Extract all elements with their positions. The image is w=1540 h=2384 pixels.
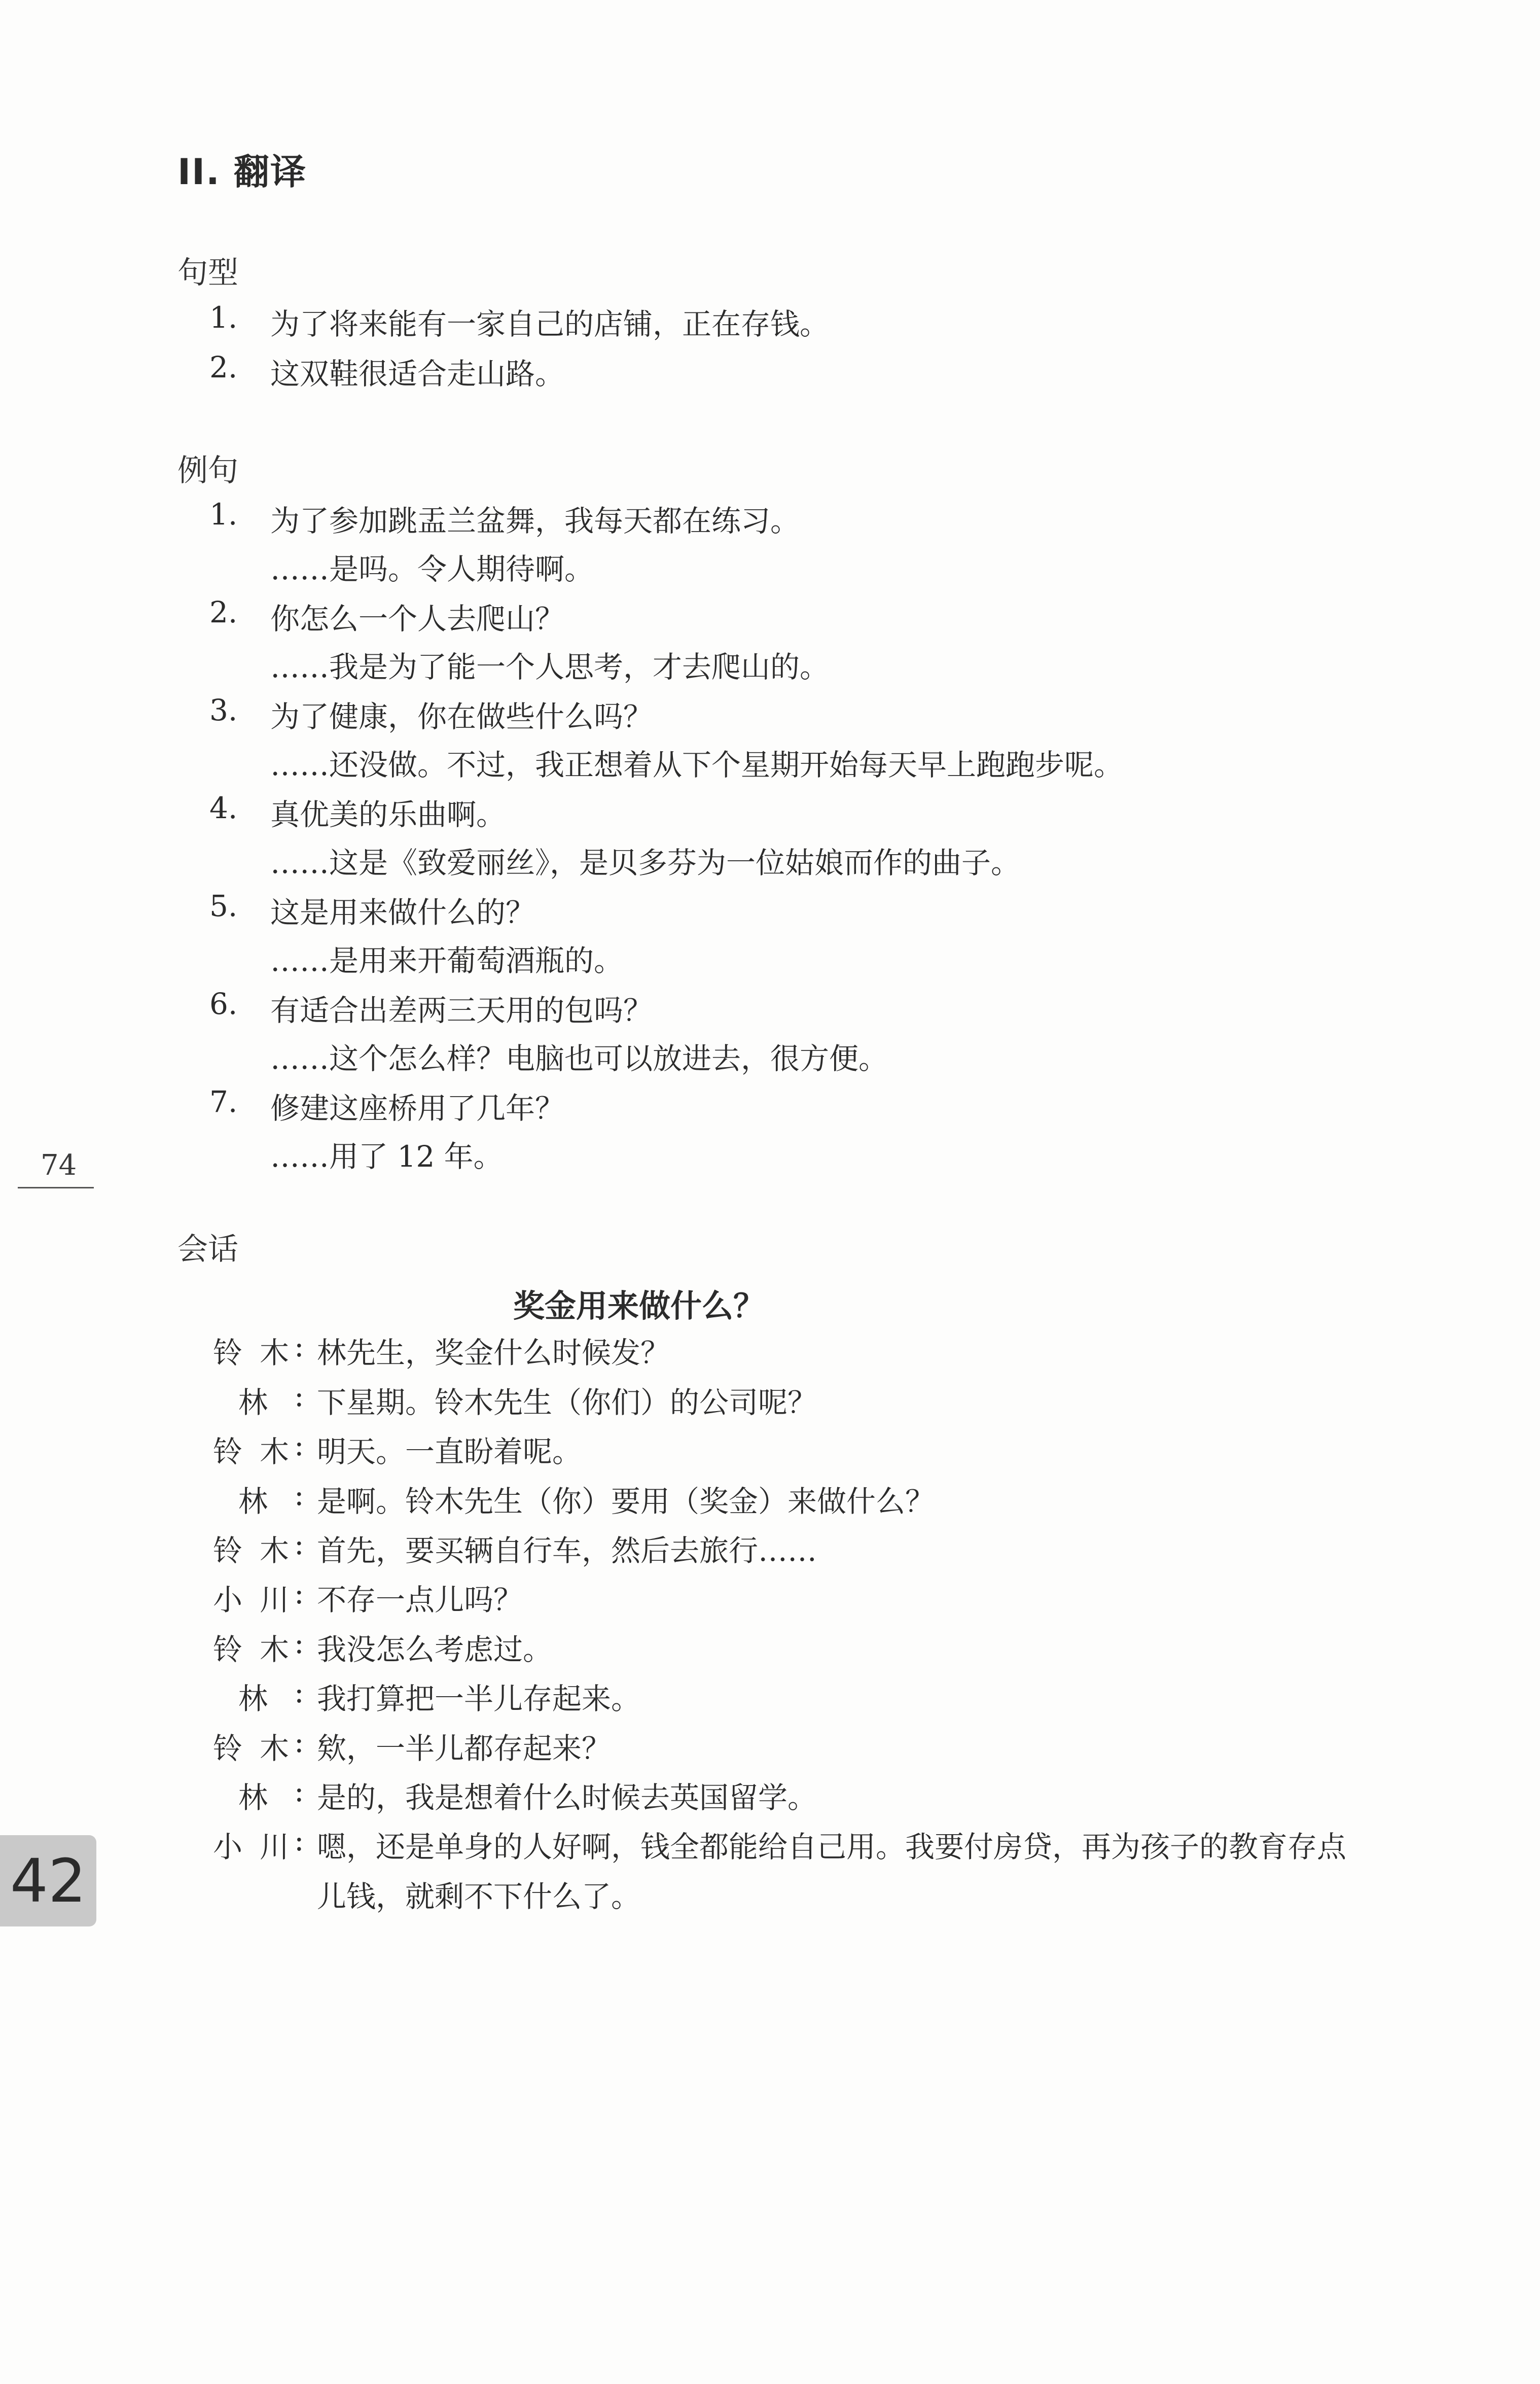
- dialog-line-continuation: 儿钱，就剩不下什么了。: [317, 1879, 641, 1914]
- speaker-name: 小川: [213, 1583, 289, 1617]
- dialog-line: 是的，我是想着什么时候去英国留学。: [317, 1780, 817, 1815]
- item-number: 2.: [209, 350, 238, 384]
- example-question: 真优美的乐曲啊。: [270, 797, 506, 832]
- speaker-colon: :: [294, 1428, 304, 1462]
- dialog-line: 下星期。铃木先生（你们）的公司呢？: [317, 1385, 817, 1420]
- dialog-line: 嗯，还是单身的人好啊，钱全都能给自己用。我要付房贷，再为孩子的教育存点: [317, 1830, 1347, 1864]
- speaker-colon: :: [294, 1725, 304, 1759]
- item-text: 为了将来能有一家自己的店铺，正在存钱。: [270, 307, 830, 341]
- speaker-name: 林: [238, 1681, 268, 1716]
- dialog-line: 是啊。铃木先生（你）要用（奖金）来做什么？: [317, 1484, 935, 1519]
- speaker-name: 铃木: [213, 1336, 289, 1370]
- speaker-colon: :: [294, 1823, 304, 1857]
- dialog-line: 欸，一半儿都存起来？: [317, 1731, 612, 1766]
- example-question: 修建这座桥用了几年？: [270, 1091, 565, 1126]
- item-number: 5.: [209, 889, 238, 923]
- speaker-colon: :: [294, 1675, 304, 1709]
- speaker-colon: :: [294, 1379, 304, 1413]
- dialog-title: 奖金用来做什么？: [513, 1287, 765, 1324]
- item-number: 7.: [209, 1084, 238, 1119]
- item-text: 这双鞋很适合走山路。: [270, 357, 565, 391]
- subsection-title-sentence-patterns: 句型: [177, 255, 238, 291]
- example-answer: ……用了 12 年。: [270, 1139, 503, 1174]
- dialog-line: 我打算把一半儿存起来。: [317, 1681, 641, 1716]
- lesson-number: 42: [10, 1846, 87, 1916]
- speaker-colon: :: [294, 1774, 304, 1808]
- item-number: 6.: [209, 987, 238, 1021]
- speaker-colon: :: [294, 1329, 304, 1363]
- example-question: 为了参加跳盂兰盆舞，我每天都在练习。: [270, 504, 800, 538]
- item-number: 2.: [209, 595, 238, 629]
- lesson-number-tab: [0, 1835, 96, 1926]
- item-number: 1.: [209, 497, 238, 532]
- item-number: 1.: [209, 300, 238, 335]
- example-answer: ……还没做。不过，我正想着从下个星期开始每天早上跑跑步呢。: [270, 748, 1124, 782]
- speaker-name: 林: [238, 1780, 268, 1815]
- section-heading: II. 翻译: [177, 151, 307, 193]
- dialog-line: 不存一点儿吗？: [317, 1583, 523, 1617]
- example-question: 这是用来做什么的？: [270, 895, 535, 930]
- speaker-name: 铃木: [213, 1434, 289, 1469]
- item-number: 4.: [209, 791, 238, 825]
- page-number-rule: [18, 1187, 94, 1188]
- dialog-line: 我没怎么考虑过。: [317, 1632, 553, 1667]
- speaker-name: 小川: [213, 1830, 289, 1864]
- speaker-colon: :: [294, 1527, 304, 1561]
- example-question: 有适合出差两三天用的包吗？: [270, 993, 653, 1028]
- speaker-name: 铃木: [213, 1632, 289, 1667]
- example-answer: ……是用来开葡萄酒瓶的。: [270, 943, 624, 978]
- example-answer: ……是吗。令人期待啊。: [270, 552, 594, 586]
- example-question: 你怎么一个人去爬山？: [270, 602, 565, 636]
- speaker-colon: :: [294, 1478, 304, 1512]
- example-answer: ……这个怎么样？电脑也可以放进去，很方便。: [270, 1041, 888, 1076]
- speaker-name: 林: [238, 1484, 268, 1519]
- speaker-name: 铃木: [213, 1533, 289, 1568]
- example-answer: ……我是为了能一个人思考，才去爬山的。: [270, 650, 830, 684]
- example-answer: ……这是《致爱丽丝》，是贝多芬为一位姑娘而作的曲子。: [270, 846, 1021, 880]
- speaker-name: 林: [238, 1385, 268, 1420]
- dialog-line: 明天。一直盼着呢。: [317, 1434, 582, 1469]
- subsection-title-example-sentences: 例句: [177, 453, 238, 488]
- speaker-colon: :: [294, 1576, 304, 1610]
- speaker-colon: :: [294, 1626, 304, 1660]
- speaker-name: 铃木: [213, 1731, 289, 1766]
- item-number: 3.: [209, 693, 238, 727]
- dialog-line: 林先生，奖金什么时候发？: [317, 1336, 670, 1370]
- page-number: 74: [41, 1149, 77, 1182]
- dialog-line: 首先，要买辆自行车，然后去旅行……: [317, 1533, 817, 1568]
- subsection-title-conversation: 会话: [177, 1232, 238, 1267]
- example-question: 为了健康，你在做些什么吗？: [270, 699, 653, 734]
